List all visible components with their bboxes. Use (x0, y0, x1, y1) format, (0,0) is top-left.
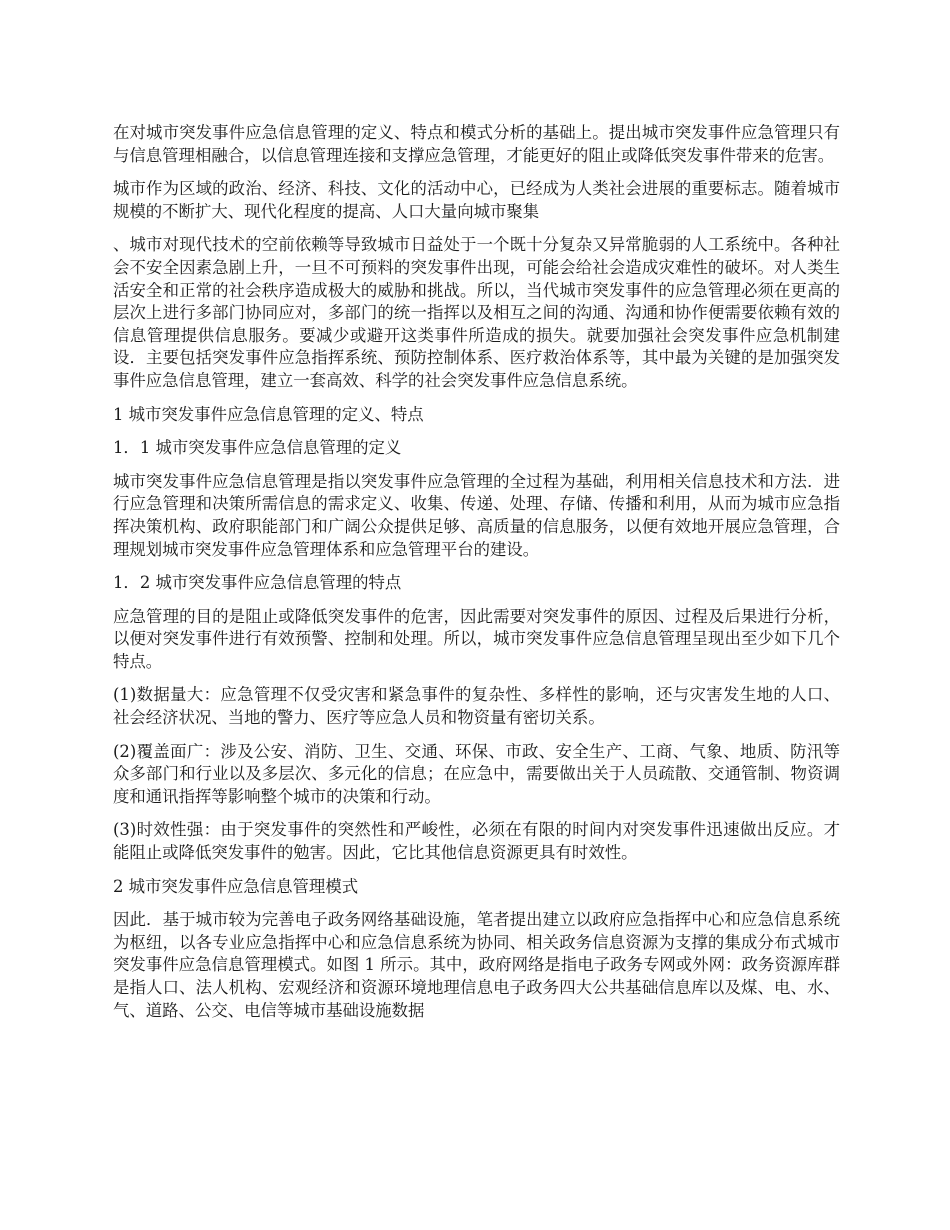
subsection-heading-1-1: 1．1 城市突发事件应急信息管理的定义 (113, 438, 402, 458)
section-heading-2: 2 城市突发事件应急信息管理模式 (113, 876, 359, 896)
paragraph-city-dependence: 、城市对现代技术的空前依赖等导致城市日益处于一个既十分复杂又异常脆弱的人工系统中。各种社会不安全因素急剧上升，一旦不可预料的突发事件出现，可能会给社会造成灾难性的破坏。对人类生活安全和正常的社会秩序造成极大的威胁和挑战。所以，当代城市突发事件的应急管理必须在更高的层次上进行多部门协同应对，多部门的统一指挥以及相互之间的沟通、沟通和协作便需要依赖有效的信息管理提供信息服务。要减少或避开这类事件所造成的损失。就要加强社会突发事件应急机制建设．主要包括突发事件应急指挥系统、预防控制体系、医疗救治体系等，其中最为关键的是加强突发事件应急信息管理，建立一套高效、科学的社会突发事件应急信息系统。 (113, 235, 840, 390)
section-heading-1: 1 城市突发事件应急信息管理的定义、特点 (113, 404, 424, 424)
paragraph-management-model: 因此．基于城市较为完善电子政务网络基础设施，笔者提出建立以政府应急指挥中心和应急信息系统为枢纽，以各专业应急指挥中心和应急信息系统为协同、相关政务信息资源为支撑的集成分布式城市突发事件应急信息管理模式。如图 1 所示。其中，政府网络是指电子政务专网或外网：政务资源库群是指人口、法人机构、宏观经济和资源环境地理信息电子政务四大公共基础信息库以及煤、电、水、气、道路、公交、电信等城市基础设施数据 (113, 910, 840, 1020)
paragraph-feature-data-volume: (1)数据量大：应急管理不仅受灾害和紧急事件的复杂性、多样性的影响，还与灾害发生地的人口、社会经济状况、当地的警力、医疗等应急人员和物资量有密切关系。 (113, 685, 840, 728)
paragraph-intro-abstract: 在对城市突发事件应急信息管理的定义、特点和模式分析的基础上。提出城市突发事件应急管理只有与信息管理相融合，以信息管理连接和支撑应急管理，才能更好的阻止或降低突发事件带来的危害。 (113, 123, 840, 165)
paragraph-features-intro: 应急管理的目的是阻止或降低突发事件的危害，因此需要对突发事件的原因、过程及后果进行分析，以便对突发事件进行有效预警、控制和处理。所以，城市突发事件应急信息管理呈现出至少如下几个特点。 (113, 606, 840, 671)
paragraph-feature-coverage: (2)覆盖面广：涉及公安、消防、卫生、交通、环保、市政、安全生产、工商、气象、地质、防汛等众多部门和行业以及多层次、多元化的信息；在应急中，需要做出关于人员疏散、交通管制、物资调度和通讯指挥等影响整个城市的决策和行动。 (113, 741, 840, 806)
paragraph-definition: 城市突发事件应急信息管理是指以突发事件应急管理的全过程为基础，利用相关信息技术和方法．进行应急管理和决策所需信息的需求定义、收集、传递、处理、存储、传播和利用，从而为城市应急指挥决策机构、政府职能部门和广阔公众提供足够、高质量的信息服务，以便有效地开展应急管理，合理规划城市突发事件应急管理体系和应急管理平台的建设。 (113, 471, 840, 559)
paragraph-city-center: 城市作为区域的政治、经济、科技、文化的活动中心，已经成为人类社会进展的重要标志。随着城市规模的不断扩大、现代化程度的提高、人口大量向城市聚集 (113, 179, 840, 221)
document-page (113, 122, 840, 1033)
subsection-heading-1-2: 1．2 城市突发事件应急信息管理的特点 (113, 573, 402, 593)
paragraph-feature-timeliness: (3)时效性强：由于突发事件的突然性和严峻性，必须在有限的时间内对突发事件迅速做出反应。才能阻止或降低突发事件的勉害。因此，它比其他信息资源更具有时效性。 (113, 820, 840, 863)
